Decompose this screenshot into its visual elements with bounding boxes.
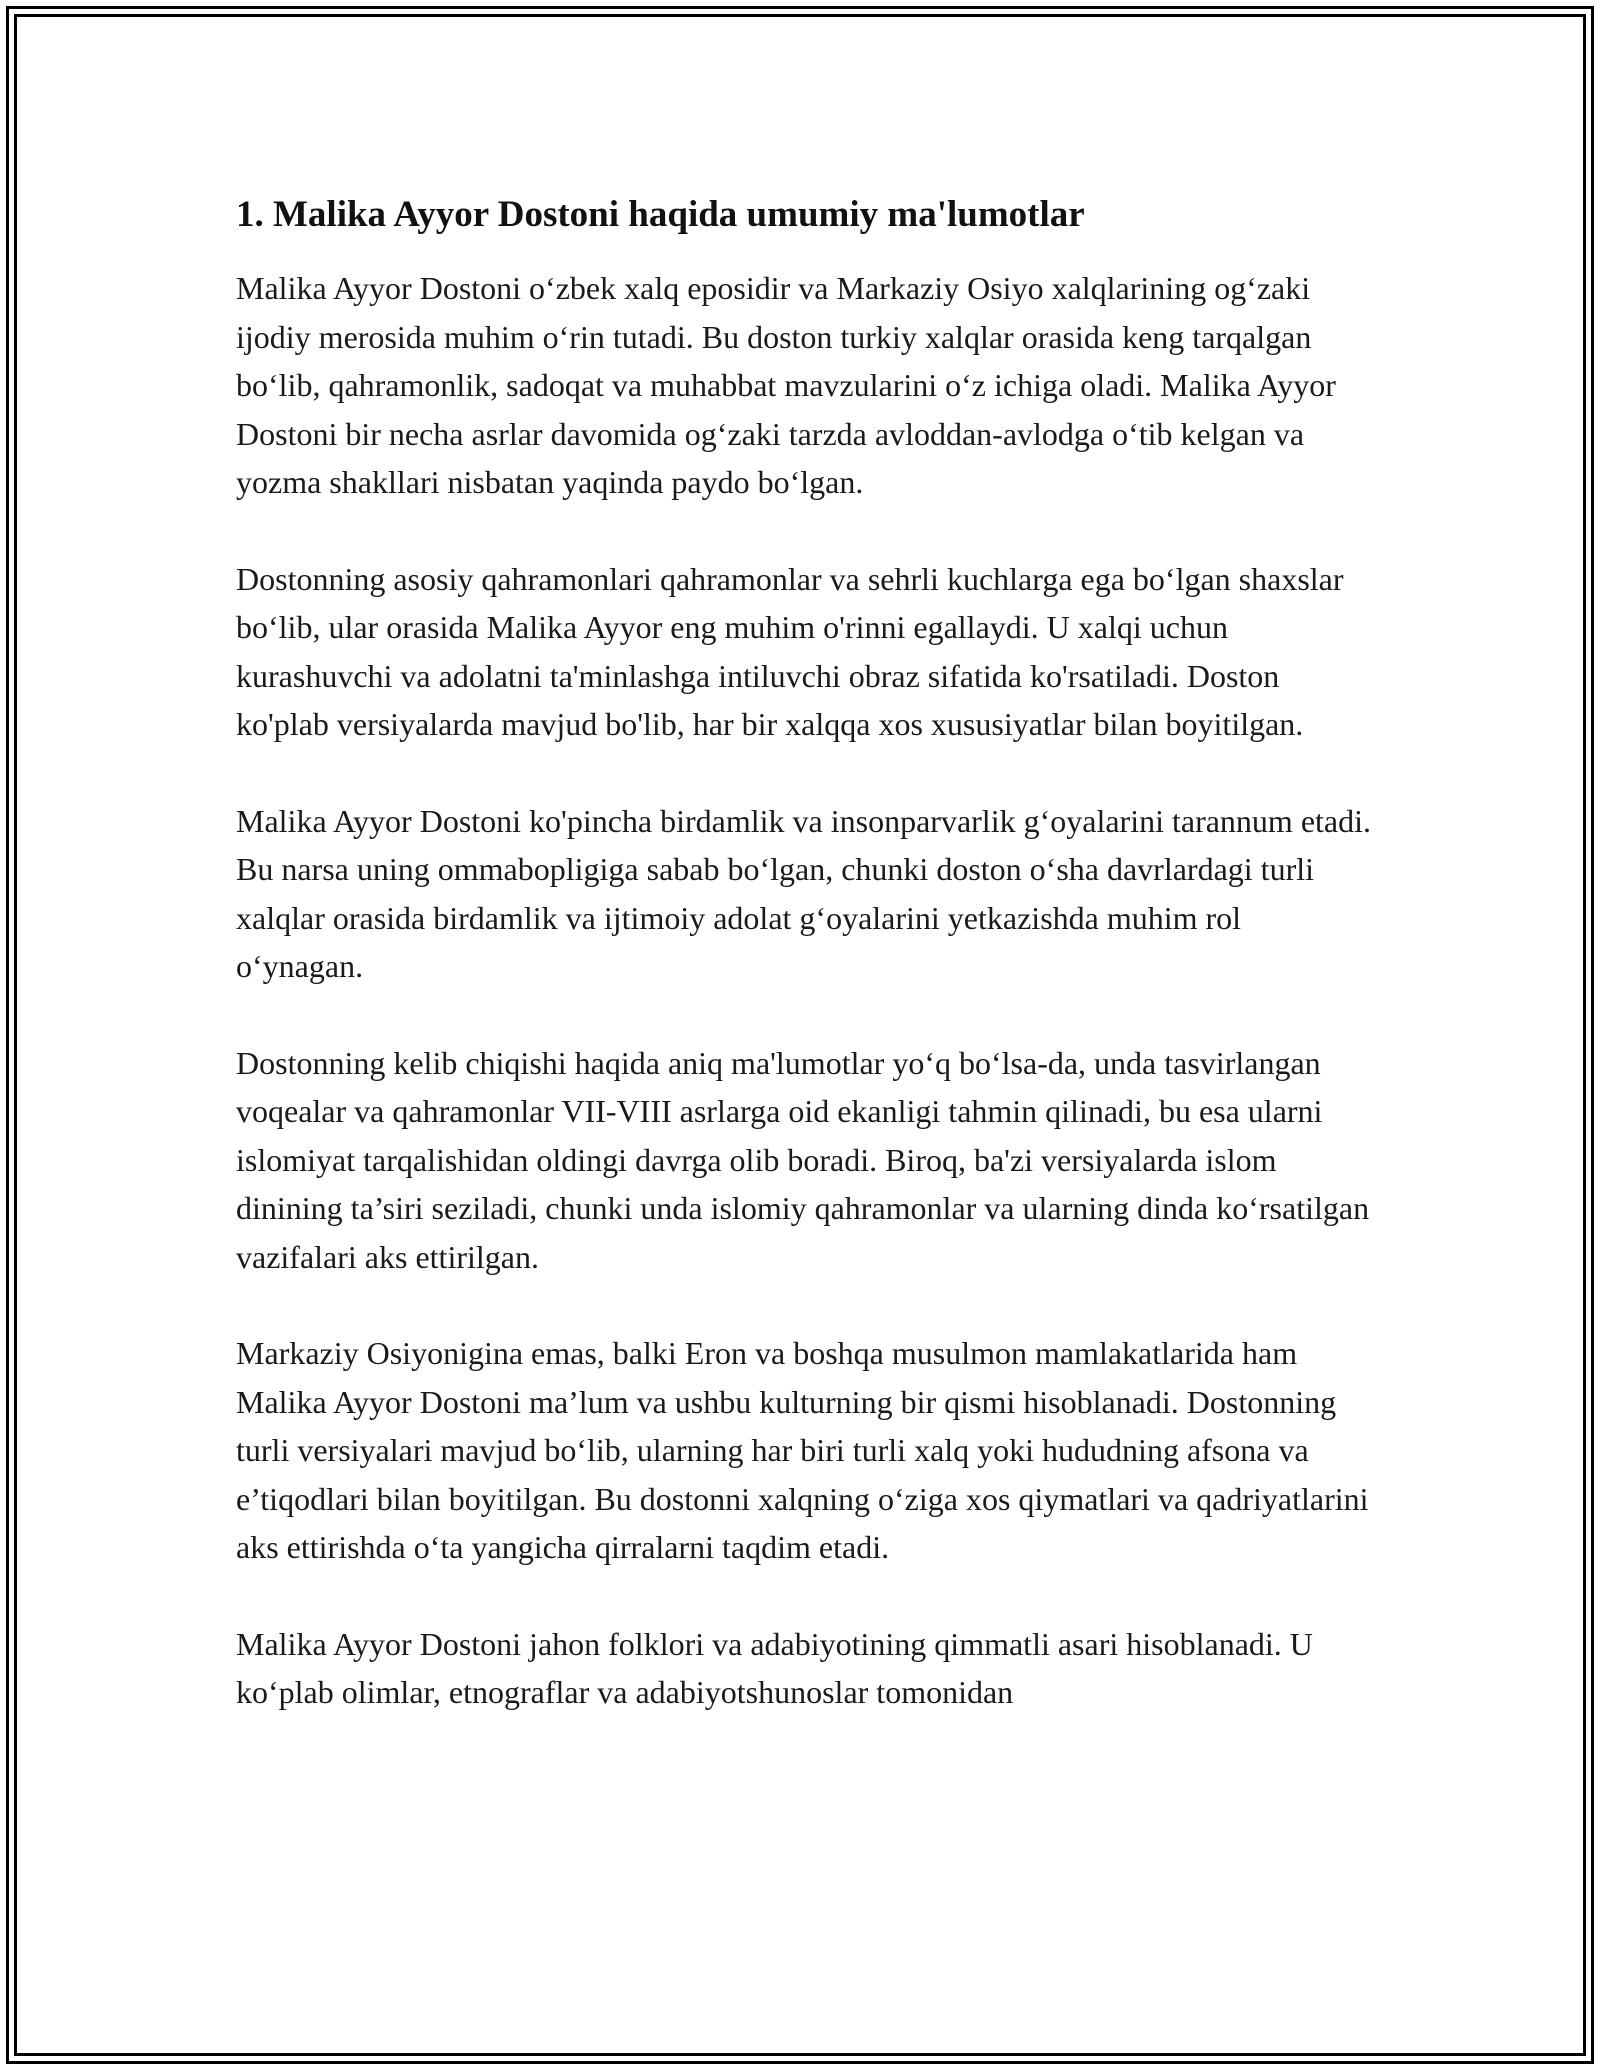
paragraph-1: Malika Ayyor Dostoni o‘zbek xalq eposidir va Markaziy Osiyo xalqlarining og‘zaki ijodiy merosida muhim o‘rin tutadi. Bu doston turkiy xalqlar orasida keng tarqalgan bo‘lib, qahramonlik, sadoqat va muhabbat mavzularini o‘z ichiga oladi. Malika Ayyor Dostoni bir necha asrlar davomida og‘zaki tarzda avloddan-avlodga o‘tib kelgan va yozma shakllari nisbatan yaqinda paydo bo‘lgan. xyxy=(236,270,1336,500)
section-heading: 1. Malika Ayyor Dostoni haqida umumiy ma'lumotlar xyxy=(236,194,1085,235)
paragraph-6: Malika Ayyor Dostoni jahon folklori va adabiyotining qimmatli asari hisoblanadi. U ko‘plab olimlar, etnograflar va adabiyotshunoslar tomonidan xyxy=(236,1625,1313,1710)
document-content xyxy=(236,184,1376,1765)
paragraph-2: Dostonning asosiy qahramonlari qahramonlar va sehrli kuchlarga ega bo‘lgan shaxslar bo‘lib, ular orasida Malika Ayyor eng muhim o'rinni egallaydi. U xalqi uchun kurashuvchi va adolatni ta'minlashga intiluvchi obraz sifatida ko'rsatiladi. Doston ko'plab versiyalarda mavjud bo'lib, har bir xalqqa xos xususiyatlar bilan boyitilgan. xyxy=(236,560,1344,742)
paragraph-3: Malika Ayyor Dostoni ko'pincha birdamlik va insonparvarlik g‘oyalarini tarannum etadi. Bu narsa uning ommabopligiga sabab bo‘lgan, chunki doston o‘sha davrlardagi turli xalqlar orasida birdamlik va ijtimoiy adolat g‘oyalarini yetkazishda muhim rol o‘ynagan. xyxy=(236,802,1371,984)
paragraph-4: Dostonning kelib chiqishi haqida aniq ma'lumotlar yo‘q bo‘lsa-da, unda tasvirlangan voqealar va qahramonlar VII-VIII asrlarga oid ekanligi tahmin qilinadi, bu esa ularni islomiyat tarqalishidan oldingi davrga olib boradi. Biroq, ba'zi versiyalarda islom dinining ta’siri seziladi, chunki unda islomiy qahramonlar va ularning dinda ko‘rsatilgan vazifalari aks ettirilgan. xyxy=(236,1044,1370,1275)
paragraph-5: Markaziy Osiyonigina emas, balki Eron va boshqa musulmon mamlakatlarida ham Malika Ayyor Dostoni ma’lum va ushbu kulturning bir qismi hisoblanadi. Dostonning turli versiyalari mavjud bo‘lib, ularning har biri turli xalq yoki hududning afsona va e’tiqodlari bilan boyitilgan. Bu dostonni xalqning o‘ziga xos qiymatlari va qadriyatlarini aks ettirishda o‘ta yangicha qirralarni taqdim etadi. xyxy=(236,1335,1369,1565)
